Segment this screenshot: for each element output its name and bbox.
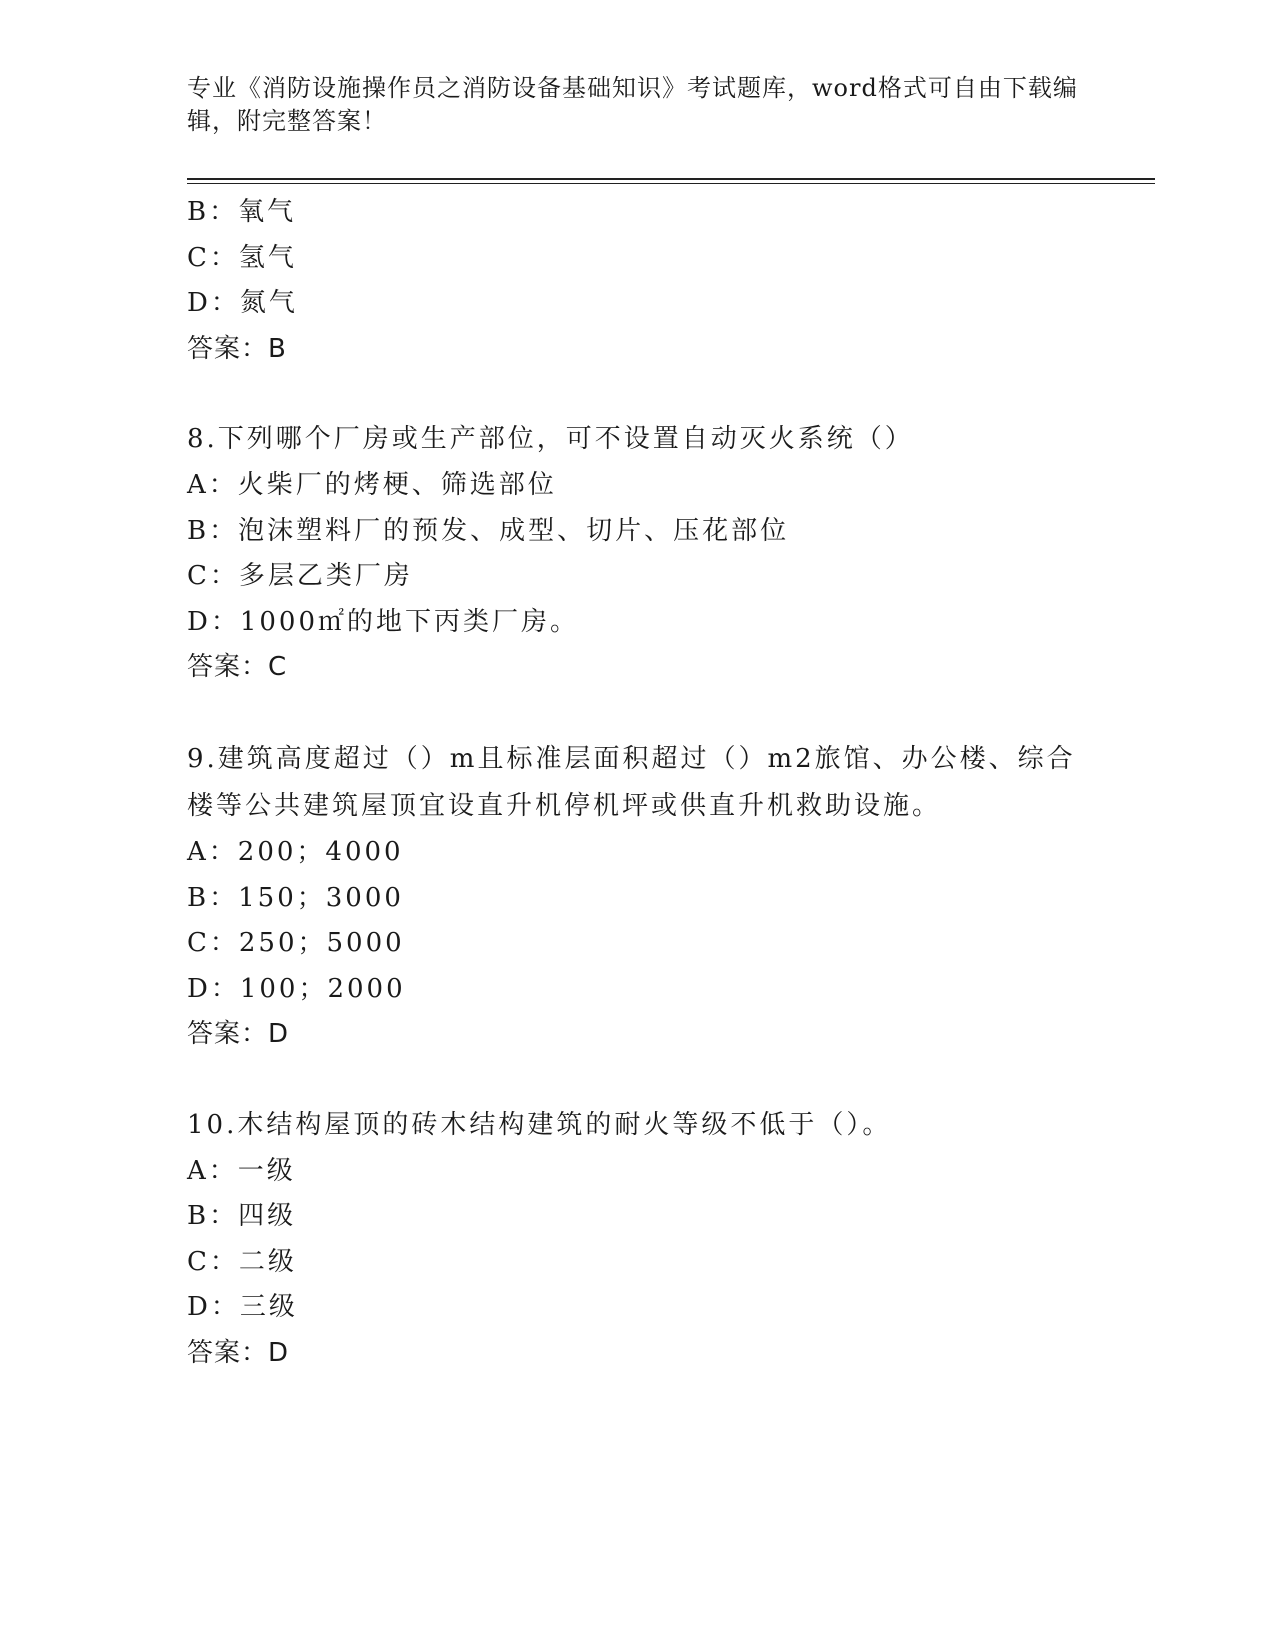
question-text: 10.木结构屋顶的砖木结构建筑的耐火等级不低于（）。: [187, 1109, 892, 1140]
option-b: B：泡沫塑料厂的预发、成型、切片、压花部位: [187, 515, 790, 546]
option-d: D：100；2000: [187, 973, 406, 1004]
header-divider-thin: [187, 183, 1155, 184]
answer-line: 答案：D: [187, 1337, 290, 1368]
option-b: B：150；3000: [187, 882, 404, 913]
answer-line: 答案：B: [187, 333, 287, 364]
option-c: C：250；5000: [187, 928, 405, 959]
answer-line: 答案：C: [187, 652, 288, 683]
question-list: [187, 190, 1087, 1376]
header-divider-thick: [187, 178, 1155, 180]
question-block-8: [187, 417, 1087, 691]
option-c: C：二级: [187, 1246, 297, 1277]
option-d: D：氮气: [187, 288, 298, 319]
option-c: C：氢气: [187, 242, 297, 273]
question-text: 8.下列哪个厂房或生产部位，可不设置自动灭火系统（）: [187, 424, 914, 455]
question-block-10: [187, 1103, 1087, 1377]
question-block-7: [187, 190, 1087, 372]
option-b: B：氧气: [187, 197, 297, 227]
option-a: A：200；4000: [187, 836, 404, 867]
spacer: [187, 691, 1087, 736]
option-a: A：一级: [187, 1155, 296, 1186]
spacer: [187, 372, 1087, 417]
spacer: [187, 1058, 1087, 1103]
option-d: D：1000㎡的地下丙类厂房。: [187, 606, 580, 637]
document-header: 专业《消防设施操作员之消防设备基础知识》考试题库，word格式可自由下载编辑，附完整答案！: [187, 74, 1078, 135]
answer-line: 答案：D: [187, 1019, 290, 1050]
option-d: D：三级: [187, 1292, 298, 1323]
question-text: 9.建筑高度超过（）m且标准层面积超过（）m2旅馆、办公楼、综合楼等公共建筑屋顶宜设直升机停机坪或供直升机救助设施。: [187, 743, 1076, 821]
question-block-9: [187, 736, 1087, 1058]
option-a: A：火柴厂的烤梗、筛选部位: [187, 469, 557, 500]
option-b: B：四级: [187, 1201, 297, 1232]
option-c: C：多层乙类厂房: [187, 561, 413, 592]
